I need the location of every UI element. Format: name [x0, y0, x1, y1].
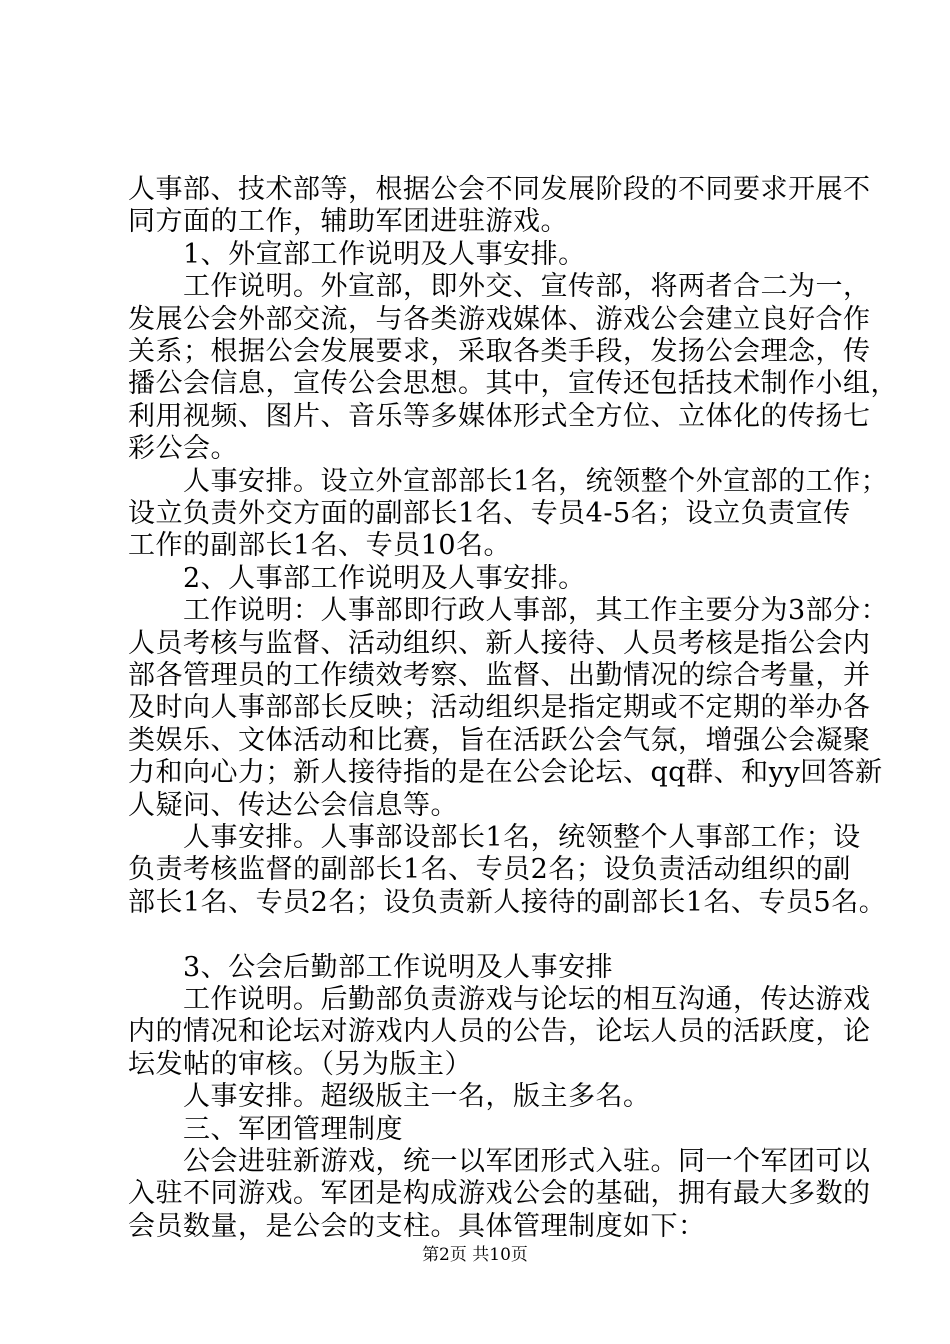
text-line: 人疑问、传达公会信息等。: [128, 789, 458, 821]
text-line: 利用视频、图片、音乐等多媒体形式全方位、立体化的传扬七: [128, 400, 871, 432]
text-line: 部各管理员的工作绩效考察、监督、出勤情况的综合考量，并: [128, 660, 871, 691]
text-line: 人事部、技术部等，根据公会不同发展阶段的不同要求开展不: [128, 174, 871, 205]
section-heading: 2、人事部工作说明及人事安排。: [128, 562, 586, 594]
text-line: 工作说明。后勤部负责游戏与论坛的相互沟通，传达游戏: [128, 984, 871, 1015]
text-line: 同方面的工作，辅助军团进驻游戏。: [128, 206, 568, 238]
text-line: 人事安排。超级版主一名，版主多名。: [128, 1081, 651, 1113]
text-line: 力和向心力；新人接待指的是在公会论坛、qq群、和yy回答新: [128, 757, 883, 789]
text-line: 播公会信息，宣传公会思想。其中，宣传还包括技术制作小组，: [128, 368, 898, 400]
text-line: 工作的副部长1名、专员10名。: [128, 530, 512, 562]
text-line: 坛发帖的审核。（另为版主）: [128, 1048, 472, 1080]
text-line: 设立负责外交方面的副部长1名、专员4-5名；设立负责宣传: [128, 498, 851, 529]
text-line: 及时向人事部部长反映；活动组织是指定期或不定期的举办各: [128, 692, 871, 724]
text-line: 会员数量，是公会的支柱。具体管理制度如下：: [128, 1210, 706, 1242]
page-footer: 第2页 共10页: [422, 1245, 528, 1265]
text-line: 工作说明：人事部即行政人事部，其工作主要分为3部分：: [128, 595, 889, 627]
text-line: 人事安排。设立外宣部部长1名，统领整个外宣部的工作；: [128, 465, 889, 497]
text-line: 入驻不同游戏。军团是构成游戏公会的基础，拥有最大多数的: [128, 1178, 871, 1210]
section-heading: 三、军团管理制度: [128, 1113, 403, 1145]
text-line: 关系；根据公会发展要求，采取各类手段，发扬公会理念，传: [128, 336, 871, 367]
text-line: 彩公会。: [128, 433, 238, 465]
text-line: 内的情况和论坛对游戏内人员的公告，论坛人员的活跃度，论: [128, 1016, 871, 1048]
text-line: 部长1名、专员2名；设负责新人接待的副部长1名、专员5名。: [128, 886, 887, 918]
text-line: 负责考核监督的副部长1名、专员2名；设负责活动组织的副: [128, 854, 851, 886]
text-line: 工作说明。外宣部，即外交、宣传部，将两者合二为一，: [128, 271, 871, 303]
section-heading: 1、外宣部工作说明及人事安排。: [128, 238, 586, 270]
text-line: 发展公会外部交流，与各类游戏媒体、游戏公会建立良好合作: [128, 303, 871, 335]
section-heading: 3、公会后勤部工作说明及人事安排: [128, 951, 614, 983]
text-line: 人事安排。人事部设部长1名，统领整个人事部工作；设: [128, 822, 861, 853]
text-line: 类娱乐、文体活动和比赛，旨在活跃公会气氛，增强公会凝聚: [128, 724, 871, 756]
text-line: 人员考核与监督、活动组织、新人接待、人员考核是指公会内: [128, 627, 871, 659]
text-line: 公会进驻新游戏，统一以军团形式入驻。同一个军团可以: [128, 1146, 871, 1177]
